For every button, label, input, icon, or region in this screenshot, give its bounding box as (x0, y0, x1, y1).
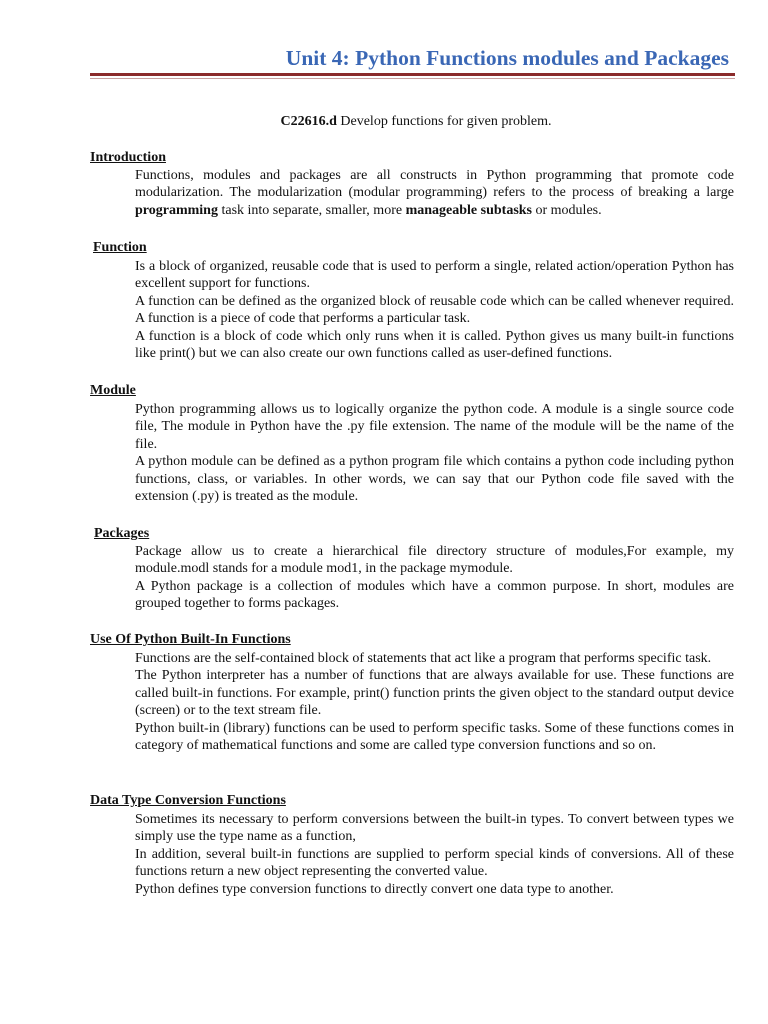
conversion-paragraph-1: Sometimes its necessary to perform conversions between the built-in types. To convert between types we simply use the type name as a function, (135, 812, 734, 845)
page-title: Unit 4: Python Functions modules and Packages (285, 46, 729, 70)
outcome-text: Develop functions for given problem. (336, 114, 552, 129)
course-outcome (0, 114, 768, 130)
bold-term: manageable subtasks (405, 202, 532, 218)
text-run: Functions, modules and packages are all constructs in Python programming that promote code modularization. The modularization (modular programming) refers to the process of breaking a large (135, 168, 734, 201)
header-rule-thin (90, 78, 735, 79)
module-paragraph-2: A python module can be defined as a python program file which contains a python code including python functions, class, or variables. In other words, we can say that our Python code file saved with the extension (.py) is treated as the module. (135, 454, 734, 505)
section-title-builtin: Use Of Python Built-In Functions (90, 632, 291, 647)
bold-term: programming (135, 202, 218, 218)
section-title-packages: Packages (94, 526, 150, 541)
section-title-conversion: Data Type Conversion Functions (90, 793, 286, 808)
function-paragraph-2: A function can be defined as the organized block of reusable code which can be called whenever required. A function is a piece of code that performs a particular task. (135, 293, 734, 327)
text-run: task into separate, smaller, more (217, 202, 406, 218)
function-body (135, 258, 734, 362)
builtin-paragraph-3: Python built-in (library) functions can be used to perform specific tasks. Some of these functions comes in category of mathematical functions and some are called type conversion functions and so on. (135, 720, 734, 754)
builtin-paragraph-2: The Python interpreter has a number of functions that are always available for use. These functions are called built-in functions. For example, print() function prints the given object to the standard output device (screen) or to the text stream file. (135, 668, 734, 719)
module-paragraph-1: Python programming allows us to logically organize the python code. A module is a single source code file, The module in Python have the .py file extension. The name of the module will be the name of the file. (135, 402, 734, 452)
conversion-body (135, 811, 734, 898)
builtin-paragraph-1: Functions are the self-contained block of statements that act like a program that performs specific task. (135, 651, 712, 666)
builtin-body (135, 650, 734, 754)
function-paragraph-1: Is a block of organized, reusable code that is used to perform a single, related action/operation Python has excellent support for functions. (135, 259, 734, 292)
introduction-body (135, 167, 734, 219)
packages-paragraph-2: A Python package is a collection of modules which have a common purpose. In short, modules are grouped together to forms packages. (135, 578, 734, 612)
introduction-paragraph (135, 167, 734, 219)
section-title-function: Function (93, 240, 147, 255)
conversion-paragraph-3: Python defines type conversion functions to directly convert one data type to another. (135, 881, 614, 897)
section-title-module: Module (90, 383, 136, 398)
header-rule (90, 73, 735, 76)
function-paragraph-3: A function is a block of code which only runs when it is called. Python gives us many built-in functions like print() but we can also create our own functions called as user-defined functions. (135, 328, 734, 362)
outcome-code: C22616.d (280, 114, 337, 129)
module-body (135, 401, 734, 505)
text-run: or modules. (532, 202, 602, 218)
packages-body (135, 543, 734, 613)
conversion-paragraph-2: In addition, several built-in functions are supplied to perform special kinds of conversions. All of these functions return a new object representing the converted value. (135, 846, 734, 880)
section-title-introduction: Introduction (90, 150, 166, 165)
packages-paragraph-1: Package allow us to create a hierarchical file directory structure of modules,For example, my module.modl stands for a module mod1, in the package mymodule. (135, 544, 734, 577)
